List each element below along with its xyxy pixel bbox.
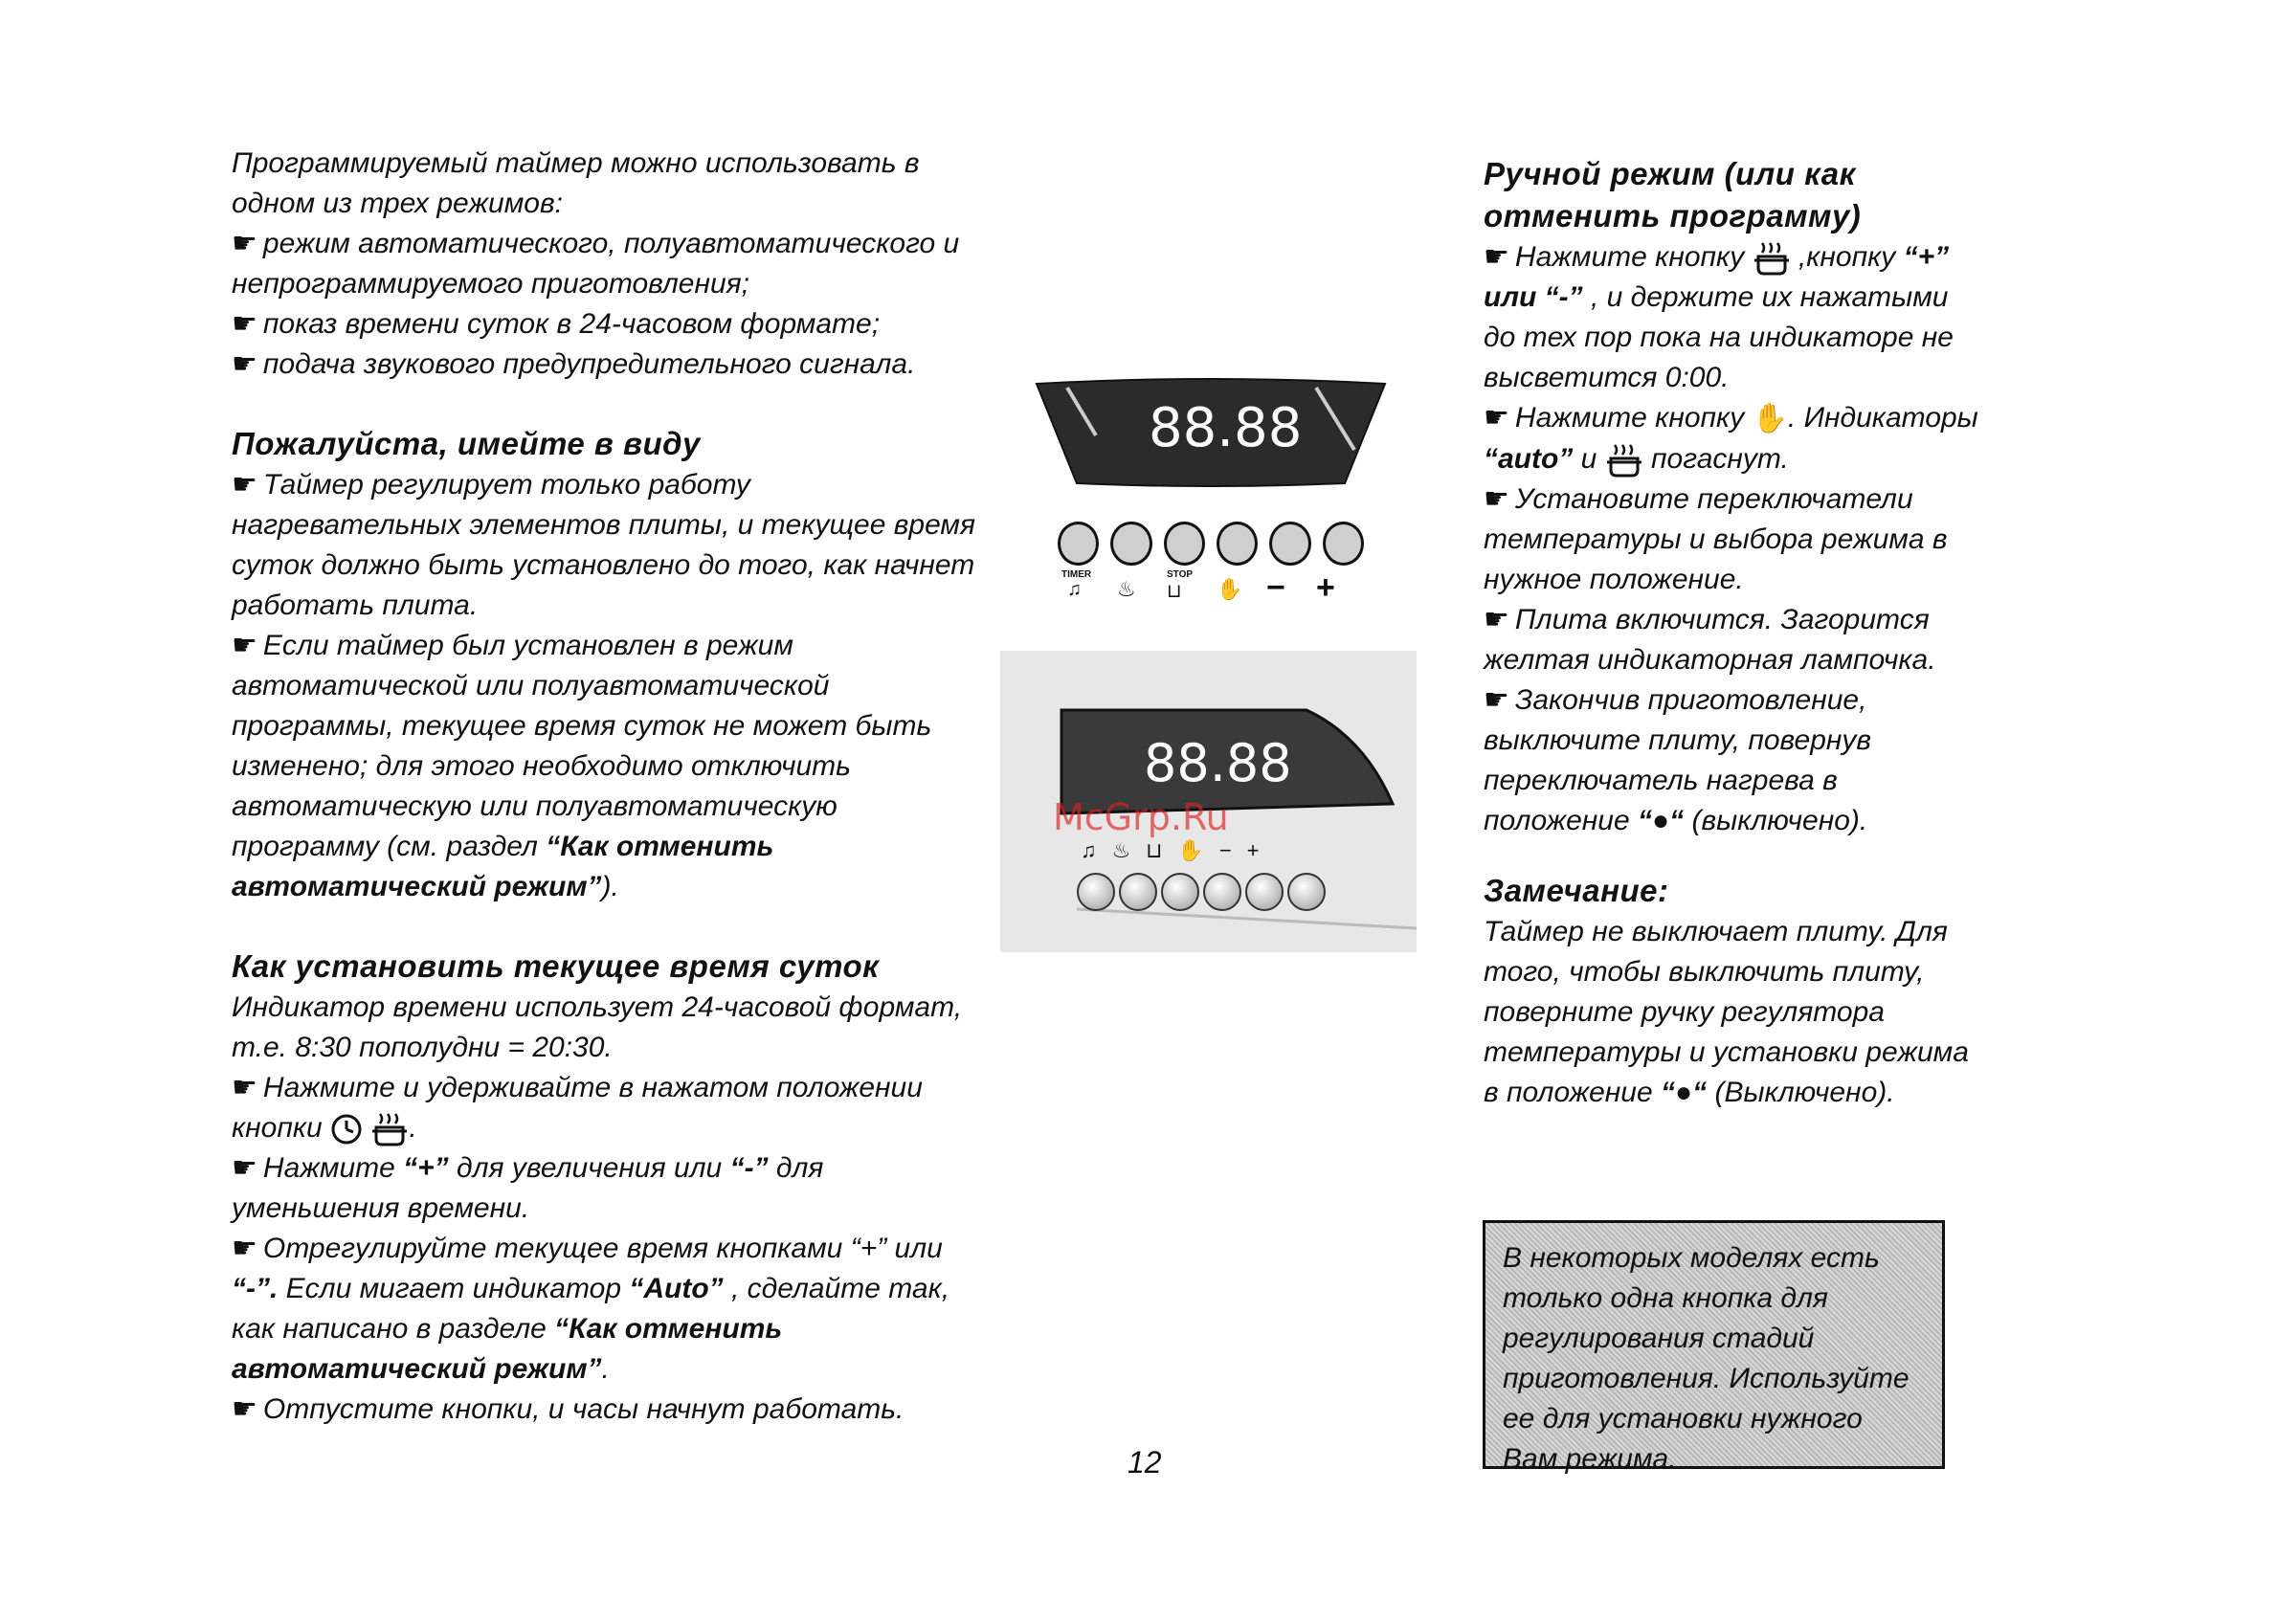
notice-heading: Пожалуйста, имейте в виду xyxy=(232,426,701,461)
intro-text: Программируемый таймер можно использовать в одном из трех режимов: xyxy=(232,147,920,219)
pointing-hand-icon: ☛ xyxy=(1484,402,1509,434)
hand-icon: ✋ xyxy=(1217,577,1243,601)
timer-button[interactable] xyxy=(1058,522,1099,566)
manual-step: ☛ Плита включится. Загорится желтая индикаторная лампочка. xyxy=(1484,604,1936,677)
stop-time-button[interactable] xyxy=(1164,522,1205,566)
bell-icon: ♫ xyxy=(1067,579,1082,600)
cooking-pot-icon xyxy=(1605,441,1643,479)
timer-panel-figure xyxy=(1029,378,1393,632)
remark-heading: Замечание: xyxy=(1484,873,1669,909)
photo-plus-label: + xyxy=(1246,838,1260,862)
photo-bell-icon: ♫ xyxy=(1081,838,1097,862)
mode-item: ☛ подача звукового предупредительного сигнала. xyxy=(232,348,916,380)
photo-pot-icon: ♨ xyxy=(1111,838,1131,862)
minus-label: − xyxy=(1266,569,1285,606)
pointing-hand-icon: ☛ xyxy=(232,1233,257,1265)
stop-pot-icon: ⊔ xyxy=(1167,581,1182,602)
photo-button[interactable] xyxy=(1161,873,1199,911)
manual-step: ☛ Нажмите кнопку ✋. Индикаторы “auto” и погаснут. xyxy=(1484,398,1981,479)
cook-pot-icon: ♨ xyxy=(1117,577,1136,601)
photo-button[interactable] xyxy=(1287,873,1326,911)
mode-item: ☛ режим автоматического, полуавтоматического и непрограммируемого приготовления; xyxy=(232,228,960,300)
page-number: 12 xyxy=(1128,1445,1162,1479)
pointing-hand-icon: ☛ xyxy=(232,630,257,661)
pointing-hand-icon: ☛ xyxy=(232,308,257,340)
watermark: McGrp.Ru xyxy=(1053,796,1229,838)
remark-text: Таймер не выключает плиту. Для того, чтобы выключить плиту, поверните ручку регулятора температуры и установки режима в положение “●“ (Выключено). xyxy=(1484,916,1969,1109)
pointing-hand-icon: ☛ xyxy=(232,1152,257,1185)
cooking-pot-icon xyxy=(1753,239,1791,278)
photo-hand-icon: ✋ xyxy=(1177,838,1204,862)
pointing-hand-icon: ☛ xyxy=(232,1072,257,1103)
photo-button[interactable] xyxy=(1119,873,1157,911)
mode-item: ☛ показ времени суток в 24-часовом формате; xyxy=(232,308,881,340)
clock-step: ☛ Отрегулируйте текущее время кнопками “+” или “-”. Если мигает индикатор “Auto” , сделайте так, как написано в разделе “Как отменить автоматический режим”. xyxy=(232,1233,950,1386)
timer-label: TIMER xyxy=(1061,569,1092,580)
clock-intro: Индикатор времени использует 24-часовой формат, т.е. 8:30 пополудни = 20:30. xyxy=(232,991,963,1063)
pointing-hand-icon: ☛ xyxy=(1484,483,1509,516)
plus-button[interactable] xyxy=(1323,522,1364,566)
manual-step: ☛ Закончив приготовление, выключите плиту, повернув переключатель нагрева в положение “●“ (выключено). xyxy=(1484,684,1872,837)
pointing-hand-icon: ☛ xyxy=(1484,684,1509,717)
manual-heading: Ручной режим (или как отменить программу) xyxy=(1484,156,1862,234)
pointing-hand-icon: ☛ xyxy=(232,228,257,259)
cook-time-button[interactable] xyxy=(1110,522,1151,566)
minus-button[interactable] xyxy=(1269,522,1310,566)
manual-button[interactable] xyxy=(1217,522,1258,566)
left-column xyxy=(232,144,978,1430)
photo-button[interactable] xyxy=(1245,873,1284,911)
clock-heading: Как установить текущее время суток xyxy=(232,948,880,984)
cooking-pot-icon xyxy=(370,1110,409,1148)
notice-item: ☛ Если таймер был установлен в режим автоматической или полуавтоматической программы, текущее время суток не может быть изменено; для этого необходимо отключить автоматическую или полуавтоматическую программу (см. раздел “Как отменить автоматический режим”). xyxy=(232,630,932,902)
stop-label: STOP xyxy=(1167,569,1194,580)
photo-minus-label: − xyxy=(1218,838,1232,862)
photo-button[interactable] xyxy=(1077,873,1115,911)
notice-item: ☛ Таймер регулирует только работу нагревательных элементов плиты, и текущее время суток должно быть установлено до того, как начнет работать плита. xyxy=(232,469,976,621)
pointing-hand-icon: ☛ xyxy=(232,348,257,380)
display-digits: 88.88 xyxy=(1149,397,1303,459)
clock-step: ☛ Отпустите кнопки, и часы начнут работать. xyxy=(232,1393,904,1426)
photo-stop-icon: ⊔ xyxy=(1146,838,1163,862)
photo-button[interactable] xyxy=(1203,873,1241,911)
pointing-hand-icon: ☛ xyxy=(1484,241,1509,273)
right-column xyxy=(1484,153,1981,1113)
manual-step: ☛ Установите переключатели температуры и выбора режима в нужное положение. xyxy=(1484,483,1948,596)
pointing-hand-icon: ☛ xyxy=(1484,604,1509,636)
pointing-hand-icon: ☛ xyxy=(232,469,257,501)
photo-display-digits: 88.88 xyxy=(1144,733,1292,793)
clock-icon xyxy=(330,1113,363,1146)
clock-step: ☛ Нажмите и удерживайте в нажатом положении кнопки . xyxy=(232,1068,978,1148)
plus-label: + xyxy=(1316,569,1335,606)
clock-step: ☛ Нажмите “+” для увеличения или “-” для уменьшения времени. xyxy=(232,1152,824,1225)
note-box: В некоторых моделях есть только одна кнопка для регулирования стадий приготовления. Используйте ее для установки нужного Вам режима. xyxy=(1483,1220,1945,1469)
hand-icon: ✋ xyxy=(1752,403,1788,435)
pointing-hand-icon: ☛ xyxy=(232,1393,257,1426)
manual-step: ☛ Нажмите кнопку ,кнопку “+” или “-” , и держите их нажатыми до тех пор пока на индикаторе не высветится 0:00. xyxy=(1484,241,1954,394)
